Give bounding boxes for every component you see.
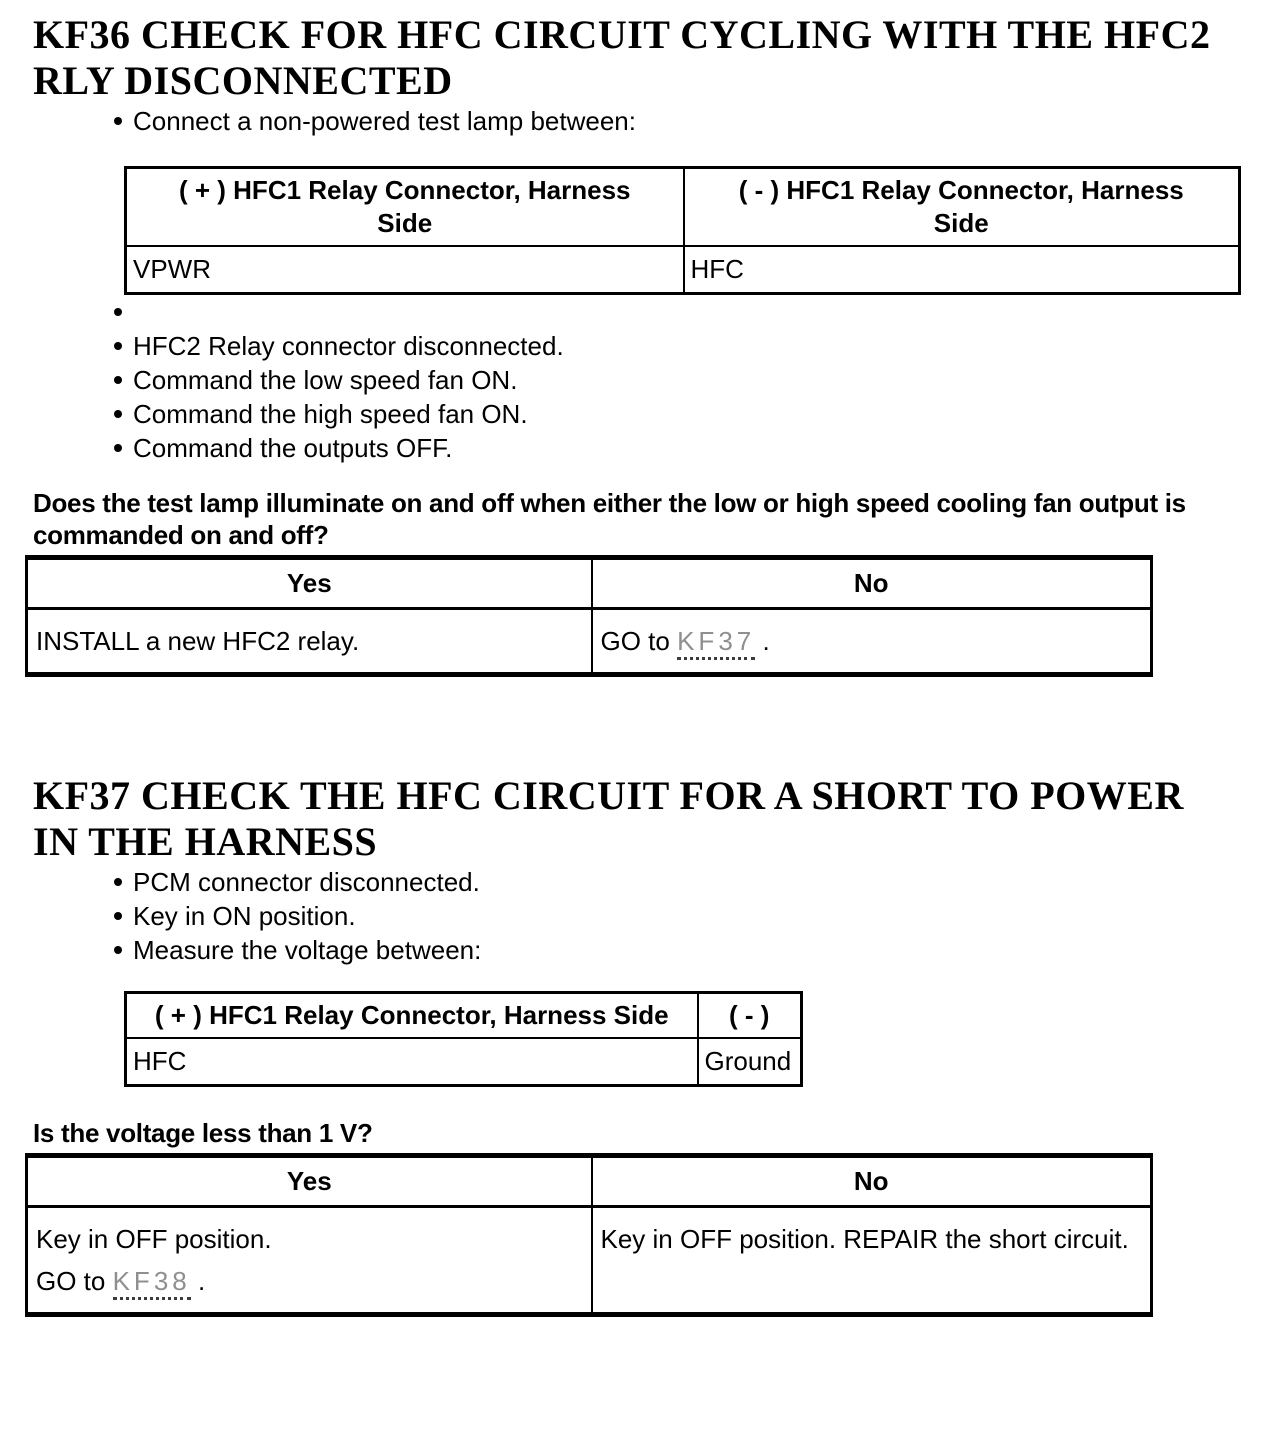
table-header-row — [27, 1156, 1152, 1207]
list-item: Key in ON position. — [112, 899, 1264, 933]
kf37-decision-table — [25, 1153, 1153, 1317]
table-row — [126, 1038, 802, 1086]
header-line: ( - ) HFC1 Relay Connector, Harness — [738, 175, 1184, 205]
kf36-steps-bullet-list — [112, 295, 1264, 465]
kf36-intro-bullet-list — [112, 104, 1264, 138]
negative-lead-header: ( - ) — [698, 993, 802, 1039]
table-row — [126, 246, 1240, 294]
no-action-cell: Key in OFF position. REPAIR the short circuit. — [592, 1207, 1152, 1315]
yes-header: Yes — [27, 1156, 592, 1207]
sentence-period: . — [197, 1266, 206, 1296]
table-row — [27, 1207, 1152, 1315]
test-lamp-connection-table — [124, 166, 1241, 295]
kf37-steps-bullet-list — [112, 865, 1264, 967]
positive-pin-cell: VPWR — [126, 246, 684, 294]
kf37-question: Is the voltage less than 1 V? — [33, 1118, 373, 1148]
header-line: ( + ) HFC1 Relay Connector, Harness — [178, 175, 631, 205]
kf37-section-title: KF37 CHECK THE HFC CIRCUIT FOR A SHORT TO POWER IN THE HARNESS — [33, 773, 1184, 864]
no-header: No — [592, 1156, 1152, 1207]
negative-pin-cell: Ground — [698, 1038, 802, 1086]
negative-lead-header — [684, 168, 1240, 247]
section-kf36 — [0, 0, 1264, 677]
list-item: Command the low speed fan ON. — [112, 363, 1264, 397]
positive-pin-cell: HFC — [126, 1038, 698, 1086]
list-item-empty — [112, 295, 1264, 329]
header-line: Side — [933, 208, 989, 238]
no-header: No — [592, 558, 1152, 609]
list-item: HFC2 Relay connector disconnected. — [112, 329, 1264, 363]
no-action-cell — [592, 609, 1152, 675]
section-kf37 — [0, 773, 1264, 1317]
negative-pin-cell: HFC — [684, 246, 1240, 294]
kf36-question: Does the test lamp illuminate on and off when either the low or high speed cooling fan output is commanded on and off? — [33, 488, 1186, 550]
kf36-section-title: KF36 CHECK FOR HFC CIRCUIT CYCLING WITH THE HFC2 RLY DISCONNECTED — [33, 12, 1211, 103]
kf38-link[interactable]: KF38 — [113, 1266, 191, 1300]
go-to-text: GO to — [36, 1266, 106, 1296]
positive-lead-header: ( + ) HFC1 Relay Connector, Harness Side — [126, 993, 698, 1039]
list-item: Connect a non-powered test lamp between: — [112, 104, 1264, 138]
list-item: Command the high speed fan ON. — [112, 397, 1264, 431]
sentence-period: . — [762, 626, 770, 656]
yes-action-line2 — [36, 1260, 583, 1302]
voltage-measurement-table — [124, 991, 803, 1087]
kf36-decision-table — [25, 555, 1153, 677]
table-header-row — [126, 168, 1240, 247]
yes-header: Yes — [27, 558, 592, 609]
list-item: PCM connector disconnected. — [112, 865, 1264, 899]
table-row — [27, 609, 1152, 675]
yes-action-cell — [27, 1207, 592, 1315]
yes-action-line1: Key in OFF position. — [36, 1224, 272, 1254]
list-item: Command the outputs OFF. — [112, 431, 1264, 465]
go-to-text: GO to — [600, 626, 670, 656]
header-line: Side — [377, 208, 433, 238]
table-header-row — [126, 993, 802, 1039]
list-item: Measure the voltage between: — [112, 933, 1264, 967]
positive-lead-header — [126, 168, 684, 247]
table-header-row — [27, 558, 1152, 609]
yes-action-cell: INSTALL a new HFC2 relay. — [27, 609, 592, 675]
kf37-link[interactable]: KF37 — [677, 626, 755, 660]
